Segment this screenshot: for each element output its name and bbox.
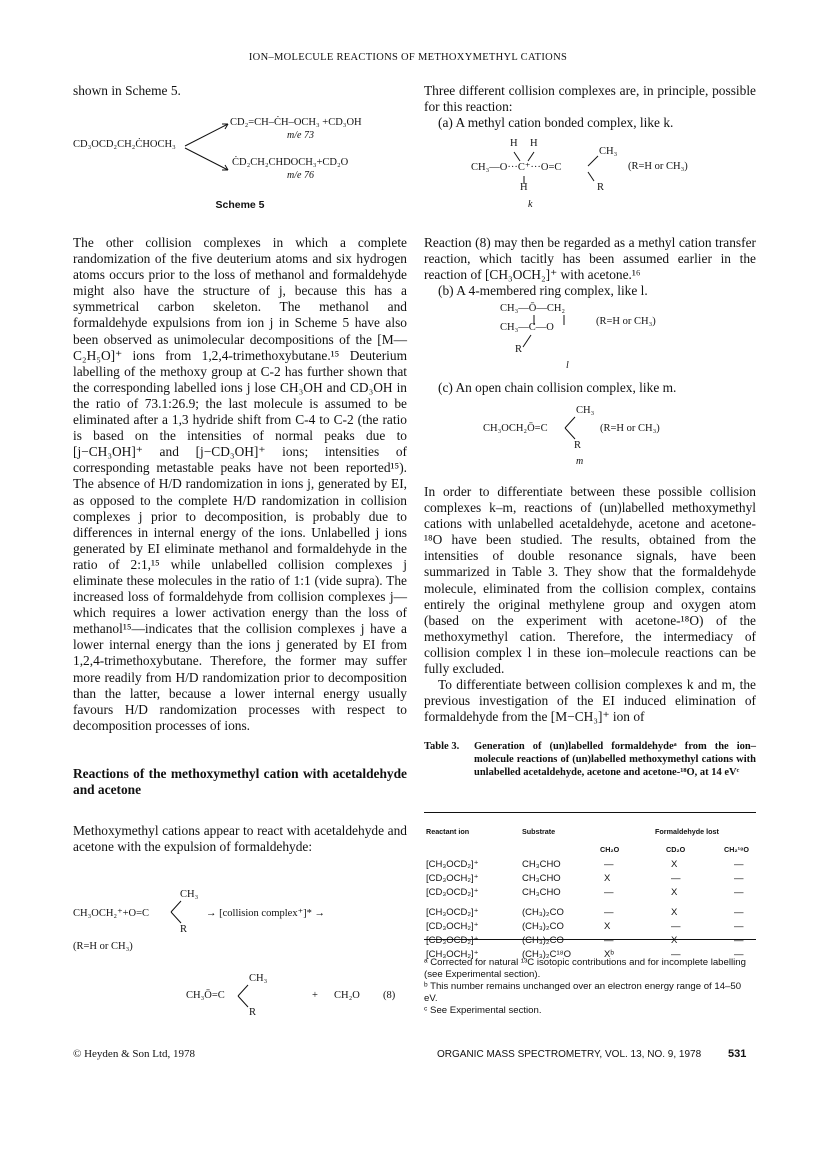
table-title: Generation of (un)labelled formaldehydeᵃ from the ion–molecule reactions of (un)labelled methoxymethyl cations with unlabelled acetaldehyde, acetone and acetone-¹⁸O, at 14 eVᶜ <box>474 741 756 778</box>
k-ch3: CH₃ <box>599 146 618 157</box>
table-cell-lost: X <box>604 921 611 932</box>
reaction-number: (8) <box>383 990 396 1001</box>
table-cell-substrate: CH₃CHO <box>522 887 561 898</box>
table-cell-lost: X <box>671 859 678 870</box>
scheme5-reactant: CD₃OCD₂CH₂ĊHOCH₃ <box>73 139 176 150</box>
product-ch2o: CH₂O <box>334 990 360 1001</box>
table-footnote-a: ᵃ Corrected for natural ¹³C isotopic contributions and for incomplete labelling (see Experimental section). <box>424 957 746 980</box>
l-row-2: CH₃—C—O <box>500 322 554 333</box>
product-r: R <box>249 1007 257 1018</box>
m-condition: (R=H or CH₃) <box>600 423 660 434</box>
item-a: (a) A methyl cation bonded complex, like k. <box>438 115 674 131</box>
reaction-ch3: CH₃ <box>180 889 199 900</box>
scheme5-product-2: ĊD₂CH₂CHDOCH₃+CD₂O <box>232 157 349 168</box>
table-cell-reactant: [CD₃OCD₂]⁺ <box>426 887 479 898</box>
table-cell-lost: — <box>604 907 614 918</box>
item-b: (b) A 4-membered ring complex, like l. <box>438 283 648 299</box>
k-h-top-1: H <box>510 138 518 149</box>
k-h-top-2: H <box>530 138 538 149</box>
table-cell-substrate: (CH₃)₂CO <box>522 921 564 932</box>
product-formula: CH₃Ō=C <box>186 990 225 1001</box>
k-r: R <box>597 182 605 193</box>
table-cell-lost: — <box>734 887 744 898</box>
scheme5-product-1: CD₂=CH–ĊH–OCH₃ +CD₃OH <box>230 117 362 128</box>
reaction-condition: (R=H or CH₃) <box>73 941 133 952</box>
k-condition: (R=H or CH₃) <box>628 161 688 172</box>
table-cell-substrate: (CH₃)₂C¹⁸O <box>522 949 572 960</box>
th-reactant: Reactant ion <box>426 827 470 836</box>
table-cell-lost: — <box>604 859 614 870</box>
reaction-r: R <box>180 924 188 935</box>
table-cell-reactant: [CD₃OCD₂]⁺ <box>426 935 479 946</box>
k-formula: CH₃—O···C⁺···O=C <box>471 162 562 173</box>
left-paragraph-2: Methoxymethyl cations appear to react with acetaldehyde and acetone with the expulsion of formaldehyde: <box>73 823 407 855</box>
right-paragraph-1: Three different collision complexes are, in principle, possible for this reaction: <box>424 83 756 115</box>
table-cell-substrate: CH₃CHO <box>522 873 561 884</box>
table-cell-reactant: [CH₃OCD₂]⁺ <box>426 859 479 870</box>
reaction-arrow-text: → [collision complex⁺]* → <box>206 908 325 919</box>
table-cell-reactant: [CD₃OCH₂]⁺ <box>426 921 479 932</box>
scheme5-product-1-mz: m/e 73 <box>287 130 314 141</box>
footer-page-number: 531 <box>728 1048 747 1060</box>
m-label: m <box>576 456 584 467</box>
scheme5-product-2-mz: m/e 76 <box>287 170 314 181</box>
table-cell-lost: — <box>734 949 744 960</box>
table-cell-lost: — <box>604 887 614 898</box>
reaction-lhs: CH₃OCH₂⁺+O=C <box>73 908 150 919</box>
table-cell-lost: Xᵇ <box>604 949 614 960</box>
footer-copyright: © Heyden & Son Ltd, 1978 <box>73 1048 196 1060</box>
table-cell-lost: — <box>671 921 681 932</box>
right-paragraph-3: In order to differentiate between these possible collision complexes k–m, reactions of (un)labelled methoxymethyl cations with unlabelled acetaldehyde, acetone and acetone-¹⁸O have been studied. The results, obtained from the intensities of double resonance signals, have been summarized in Table 3. They show that the formaldehyde molecule, eliminated from the collision complex, contains entirely the original methylene group and oxygen atom (based on the experiment with acetone-¹⁸O) of the methoxymethyl cation. Therefore, the intermediacy of collision complex l in these ion–molecule reactions can be fully excluded. <box>424 484 756 677</box>
l-label: l <box>566 360 569 371</box>
table-cell-lost: — <box>734 935 744 946</box>
k-h-bottom: H <box>520 182 528 193</box>
table-cell-lost: — <box>671 873 681 884</box>
l-r-bond <box>505 333 545 351</box>
table-cell-lost: — <box>734 873 744 884</box>
table-cell-reactant: [CH₃OCD₂]⁺ <box>426 907 479 918</box>
table-cell-lost: — <box>734 859 744 870</box>
m-formula: CH₃OCH₂Ō=C <box>483 423 548 434</box>
table-cell-lost: — <box>734 921 744 932</box>
m-r: R <box>574 440 582 451</box>
table-footnote-c: ᶜ See Experimental section. <box>424 1005 542 1016</box>
k-label: k <box>528 199 533 210</box>
l-condition: (R=H or CH₃) <box>596 316 656 327</box>
th-ch2-18o: CH₂¹⁸O <box>724 845 749 854</box>
right-paragraph-4: To differentiate between collision complexes k and m, the previous investigation of the EI induced elimination of formaldehyde from the [M−CH₃]⁺ ion of <box>424 677 756 725</box>
scheme5-caption: Scheme 5 <box>215 199 265 211</box>
table-cell-lost: X <box>604 873 611 884</box>
l-row-1: CH₃—Ō—CH₂ <box>500 303 566 314</box>
table-cell-reactant: [CD₃OCH₂]⁺ <box>426 873 479 884</box>
right-paragraph-2: Reaction (8) may then be regarded as a methyl cation transfer reaction, which tacitly has been assumed earlier in the reaction of [CH₃OCH₂]⁺ with acetone.¹⁶ <box>424 235 756 283</box>
table-footnote-b: ᵇ This number remains unchanged over an electron energy range of 14–50 eV. <box>424 981 742 1004</box>
section-heading: Reactions of the methoxymethyl cation with acetaldehyde and acetone <box>73 766 407 798</box>
product-plus: + <box>312 990 318 1001</box>
th-cd2o: CD₂O <box>666 845 686 854</box>
table-cell-lost: X <box>671 907 678 918</box>
m-ch3: CH₃ <box>576 405 595 416</box>
table-cell-lost: — <box>671 949 681 960</box>
table-cell-lost: — <box>604 935 614 946</box>
footer-journal: ORGANIC MASS SPECTROMETRY, VOL. 13, NO. 9, 1978 <box>437 1049 702 1060</box>
running-header: ION–MOLECULE REACTIONS OF METHOXYMETHYL CATIONS <box>248 52 568 63</box>
left-intro: shown in Scheme 5. <box>73 83 181 98</box>
table-cell-lost: X <box>671 887 678 898</box>
table-cell-substrate: (CH₃)₂CO <box>522 935 564 946</box>
th-ch2o: CH₂O <box>600 845 620 854</box>
table-cell-lost: — <box>734 907 744 918</box>
left-paragraph-1: The other collision complexes in which a complete randomization of the five deuterium atoms and six hydrogen atoms occurs prior to the loss of methanol and formaldehyde might also have the structure of j, because this has a symmetrical carbon skeleton. The methanol and formaldehyde expulsions from ion j in Scheme 5 have also been observed as unimolecular decompositions of the [M—C₂H₅O]⁺ ions from 1,2,4-trimethoxybutane.¹⁵ Deuterium labelling of the methoxy group at C-2 has further shown that the corresponding labelled ions j lose CH₃OH and CD₃OH in the ratio of 73.1:26.9; the last molecule is assumed to be eliminated after a 1,3 hydride shift from C-4 to C-2 (the ratio is based on the intensities of normal peaks due to [j−CH₃OH]⁺ and [j−CD₃OH]⁺ ions; intensities of corresponding metastable peaks have not been reported¹⁵). The absence of H/D randomization in ions j, generated by EI, as opposed to the complete H/D randomization in collision complexes j prior to decomposition, is probably due to differences in internal energy of the ions. Unlabelled j ions generated by EI eliminate methanol and formaldehyde in the ratio of 2:1,¹⁵ while unlabelled collision complexes j eliminate these molecules in the ratio of 1:1 (vide supra). The increased loss of formaldehyde from collision complexes j—which requires a lower activation energy than the loss of methanol¹⁵—indicates that the collision complexes j have a lower internal energy than the ions j generated by EI from 1,2,4-trimethoxybutane. Therefore, the former may suffer more readily from H/D randomization prior to decomposition than the latter, because a lower internal energy usually favours H/D randomization processes with respect to decomposition processes of ions. <box>73 235 407 733</box>
l-r: R <box>515 344 523 355</box>
th-substrate: Substrate <box>522 827 556 836</box>
table-cell-lost: X <box>671 935 678 946</box>
table-label: Table 3. <box>424 741 460 752</box>
item-c: (c) An open chain collision complex, like m. <box>438 380 677 395</box>
product-ch3: CH₃ <box>249 973 268 984</box>
table-cell-substrate: CH₃CHO <box>522 859 561 870</box>
table-cell-substrate: (CH₃)₂CO <box>522 907 564 918</box>
th-formaldehyde-lost: Formaldehyde lost <box>655 827 719 836</box>
table-cell-reactant: [CH₃OCH₂]⁺ <box>426 949 479 960</box>
